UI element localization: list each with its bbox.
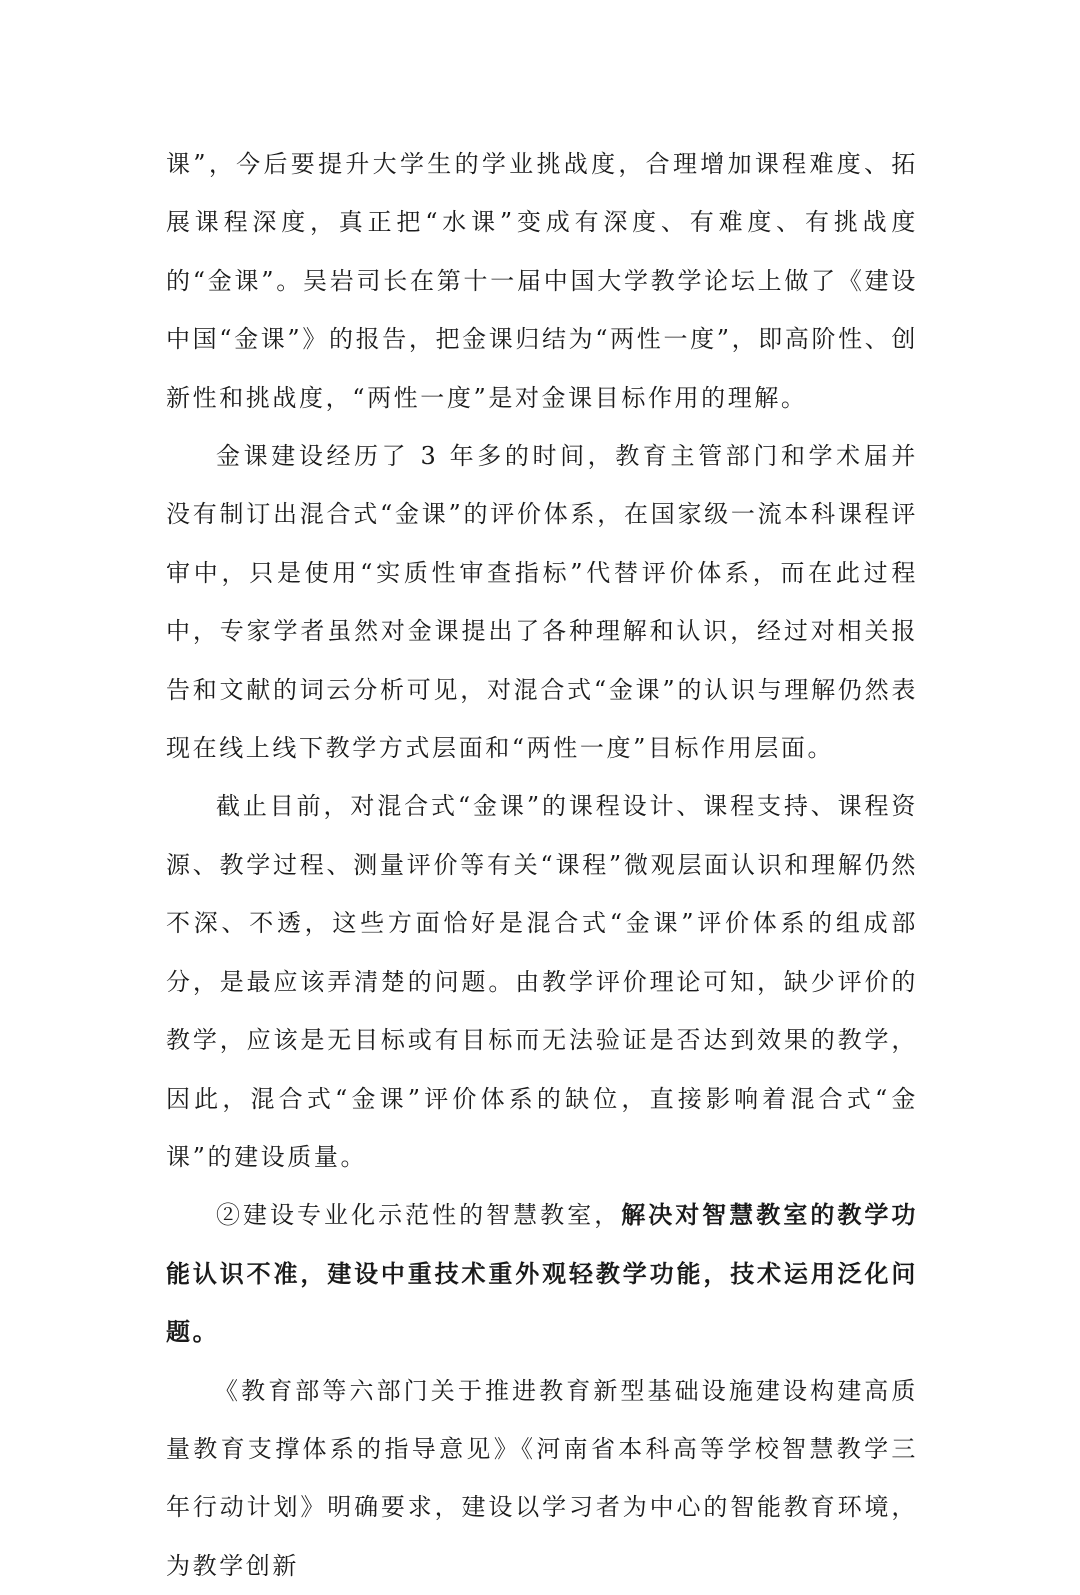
paragraph-micro-level-understanding: 截止目前，对混合式“金课”的课程设计、课程支持、课程资源、教学过程、测量评价等有关“课程”微观层面认识和理解仍然不深、不透，这些方面恰好是混合式“金课”评价体系的组成部分，是最应该弄清楚的问题。由教学评价理论可知，缺少评价的教学，应该是无目标或有目标而无法验证是否达到效果的教学，因此，混合式“金课”评价体系的缺位，直接影响着混合式“金课”的建设质量。 (166, 792, 918, 1171)
paragraph-smart-classroom-heading (166, 1186, 918, 1361)
paragraph-golden-course-definition: 课”，今后要提升大学生的学业挑战度，合理增加课程难度、拓展课程深度，真正把“水课”变成有深度、有难度、有挑战度的“金课”。吴岩司长在第十一届中国大学教学论坛上做了《建设中国“金课”》的报告，把金课归结为“两性一度”，即高阶性、创新性和挑战度，“两性一度”是对金课目标作用的理解。 (166, 150, 918, 412)
smart-classroom-lead: ②建设专业化示范性的智慧教室， (216, 1201, 622, 1230)
paragraph-policy-requirements: 《教育部等六部门关于推进教育新型基础设施建设构建高质量教育支撑体系的指导意见》《河南省本科高等学校智慧教学三年行动计划》明确要求，建设以学习者为中心的智能教育环境，为教学创新 (166, 1376, 918, 1580)
smart-classroom-bold-statement: 解决对智慧教室的教学功能认识不准，建设中重技术重外观轻教学功能，技术运用泛化问题。 (166, 1200, 918, 1347)
paragraph-evaluation-system-gap: 金课建设经历了 3 年多的时间，教育主管部门和学术届并没有制订出混合式“金课”的评价体系，在国家级一流本科课程评审中，只是使用“实质性审查指标”代替评价体系，而在此过程中，专家学者虽然对金课提出了各种理解和认识，经过对相关报告和文献的词云分析可见，对混合式“金课”的认识与理解仍然表现在线上线下教学方式层面和“两性一度”目标作用层面。 (166, 442, 918, 763)
document-body (166, 135, 918, 1595)
